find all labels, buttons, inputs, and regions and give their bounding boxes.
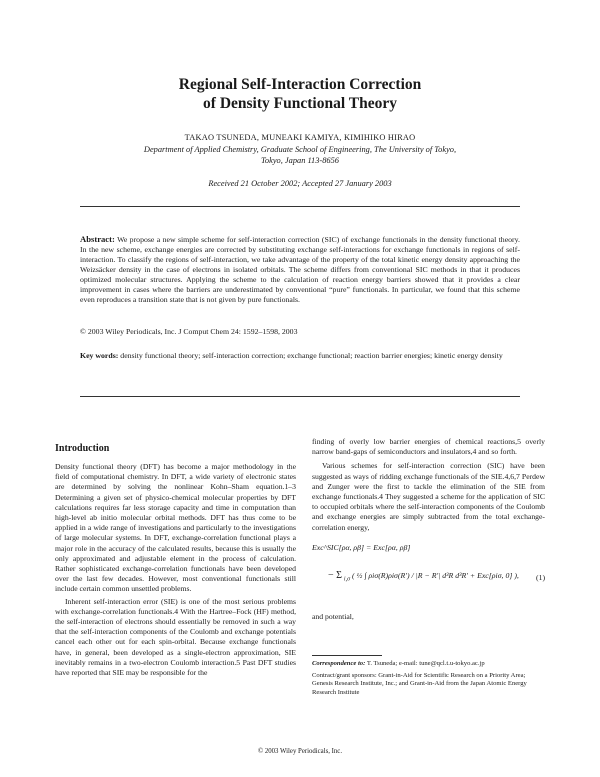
equation-1-line-1: Exc^SIC[ρα, ρβ] = Exc[ρα, ρβ] (312, 543, 411, 552)
footnote-divider (312, 655, 382, 656)
correspondence-note (312, 660, 545, 668)
keywords (80, 351, 520, 361)
received-dates: Received 21 October 2002; Accepted 27 January 2003 (208, 179, 392, 188)
right-paragraph-2: Various schemes for self-interaction correction (SIC) have been suggested as ways of ridding exchange functionals of the SIE.4,6,7 Perdew and Zunger were the first to tackle the elimination of the SIE from exchange functionals.4 They suggested a scheme for the application of SIC to occupied orbitals where the self-interaction components of the Coulomb and exchange energies are simply subtracted from the total exchange-correlation energy, (312, 461, 545, 532)
equation-sum-index: i,σ (343, 576, 351, 583)
abstract-text: We propose a new simple scheme for self-interaction correction (SIC) of exchange functionals in the density functional theory. In the new scheme, exchange energies are corrected by substituting exchange self-interactions for exchange functionals in regions of self-interaction. To classify the regions of self-interaction, we take advantage of the property of the total kinetic energy density approaching the Weizsäcker density in the case of electrons in isolated orbitals. The scheme differs from conventional SIC methods in that it produces optimized molecular structures. Applying the scheme to the calculation of reaction energy barriers showed that it provides a clear improvement in cases where the barriers are underestimated by conventional “pure” functionals. In particular, we found that this scheme even reproduces a transition state that is not given by pure functionals. (80, 235, 520, 304)
top-divider (80, 206, 520, 207)
title-line-2: of Density Functional Theory (203, 95, 397, 112)
correspondence-text: T. Tsuneda; e-mail: tune@qcl.t.u-tokyo.ac.jp (366, 660, 485, 667)
abstract-label: Abstract: (80, 234, 115, 244)
authors: TAKAO TSUNEDA, MUNEAKI KAMIYA, KIMIHIKO HIRAO (184, 133, 416, 142)
copyright-citation: © 2003 Wiley Periodicals, Inc. J Comput Chem 24: 1592–1598, 2003 (80, 327, 298, 336)
keywords-label: Key words: (80, 351, 119, 360)
equation-body: ( ½ ∫ ρiσ(R)ρiσ(R′) / |R − R′| d³R d³R′ + Exc[ρiσ, 0] ), (352, 571, 519, 580)
contract-note: Contract/grant sponsors: Grant-in-Aid for Scientific Research on a Priority Area; Genesis Research Institute, Inc.; and Grant-in-Aid from the Japan Atomic Energy Research Institute (312, 672, 527, 696)
section-heading-introduction: Introduction (55, 443, 110, 454)
and-potential-text: and potential, (312, 612, 354, 621)
equation-sum-sign: − Σ (328, 570, 342, 581)
right-paragraph-1: finding of overly low barrier energies of chemical reactions,5 overly narrow band-gaps of semiconductors and insulators,4 and so forth. (312, 437, 545, 457)
abstract (80, 234, 520, 305)
equation-1-line-2 (328, 570, 548, 583)
equation-number: (1) (536, 573, 546, 582)
left-column (55, 462, 296, 678)
affiliation (100, 144, 500, 166)
title-line-1: Regional Self-Interaction Correction (178, 76, 422, 93)
correspondence-label: Correspondence to: (312, 660, 366, 667)
keywords-text: density functional theory; self-interaction correction; exchange functional; reaction barrier energies; kinetic energy density (120, 351, 503, 360)
bottom-divider (80, 396, 520, 397)
intro-paragraph-1: Density functional theory (DFT) has become a major methodology in the field of computational chemistry. In DFT, a wide variety of electronic states are determined by solving the nonlinear Kohn–Sham equation.1–3 Determining a given set of physico-chemical molecular properties by DFT calculations requires far less storage capacity and time in computation than high-level ab initio molecular orbital methods. DFT has thus come to be applied in a wide range of investigations and particularly to the investigations of large molecular systems. In DFT, exchange-correlation functional plays a major role in the accuracy of the calculated results, because this is usually the only approximated and adjustable element in the process of calculation. Rather sophisticated exchange-correlation functionals have been developed over the last few decades. However, most conventional functionals still include certain common unsettled problems. (55, 462, 296, 594)
affiliation-line-1: Department of Applied Chemistry, Graduate School of Engineering, The University of Tokyo, (143, 145, 457, 154)
intro-paragraph-2: Inherent self-interaction error (SIE) is one of the most serious problems with exchange-correlation functionals.4 With the Hartree–Fock (HF) method, the self-interaction of electrons should essentially be removed in such a way that the self-interaction components of the Coulomb and exchange potentials cancel each other out for each spin-orbital. Because exchange functionals have, in general, been developed as a single-electron approximation, SIE inevitably remains in a two-electron Coulomb interaction.5 Past DFT studies have reported that SIE may be responsible for the (55, 596, 296, 678)
page-footer: © 2003 Wiley Periodicals, Inc. (257, 748, 343, 755)
right-column (312, 437, 545, 533)
affiliation-line-2: Tokyo, Japan 113-8656 (261, 156, 339, 165)
